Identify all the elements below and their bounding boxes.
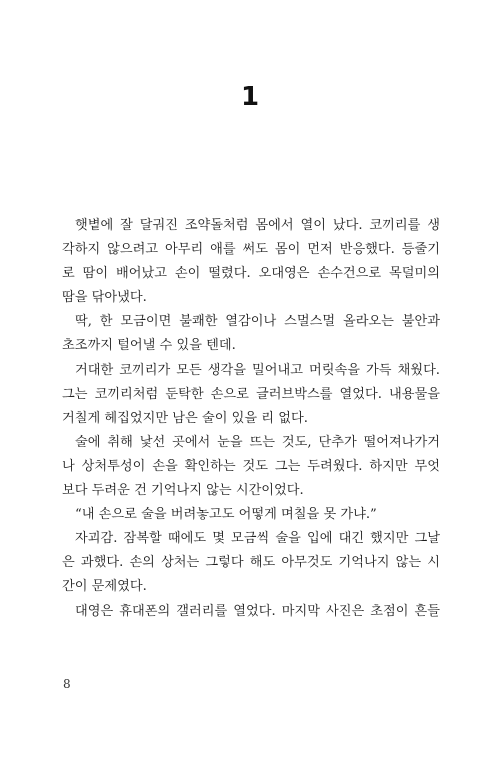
chapter-number: 1 — [240, 82, 260, 112]
text-line: 나 상처투성이 손을 확인하는 것도 그는 두려웠다. 하지만 무엇 — [62, 458, 440, 474]
text-line: 간이 문제였다. — [62, 579, 147, 595]
text-line: 거대한 코끼리가 모든 생각을 밀어내고 머릿속을 가득 채웠다. — [75, 362, 440, 378]
text-line: 은 과했다. 손의 상처는 그렇다 해도 아무것도 기억나지 않는 시 — [62, 555, 440, 571]
page-number: 8 — [63, 677, 71, 691]
text-line: 그는 코끼리처럼 둔탁한 손으로 글러브박스를 열었다. 내용물을 — [62, 386, 440, 402]
text-line: 자괴감. 잠복할 때에도 몇 모금씩 술을 입에 대긴 했지만 그날 — [75, 531, 440, 547]
text-line: 땀을 닦아냈다. — [62, 290, 147, 306]
text-line: 딱, 한 모금이면 불쾌한 열감이나 스멀스멀 올라오는 불안과 — [75, 314, 440, 330]
text-line: 햇볕에 잘 달궈진 조약돌처럼 몸에서 열이 났다. 코끼리를 생 — [75, 218, 440, 233]
text-line: “내 손으로 술을 버려놓고도 어떻게 며칠을 못 가냐.” — [75, 507, 377, 523]
text-line: 대영은 휴대폰의 갤러리를 열었다. 마지막 사진은 초점이 흔들 — [75, 603, 440, 619]
body-text — [62, 214, 440, 624]
text-line: 로 땀이 배어났고 손이 떨렸다. 오대영은 손수건으로 목덜미의 — [62, 266, 440, 282]
text-line: 초조까지 털어낼 수 있을 텐데. — [62, 338, 236, 354]
text-line: 거칠게 헤집었지만 남은 술이 있을 리 없다. — [62, 410, 308, 426]
text-line: 보다 두려운 건 기억나지 않는 시간이었다. — [62, 483, 304, 499]
text-line: 술에 취해 낯선 곳에서 눈을 뜨는 것도, 단추가 떨어져나가거 — [75, 434, 440, 450]
text-line: 각하지 않으려고 아무리 애를 써도 몸이 먼저 반응했다. 등줄기 — [62, 242, 440, 258]
